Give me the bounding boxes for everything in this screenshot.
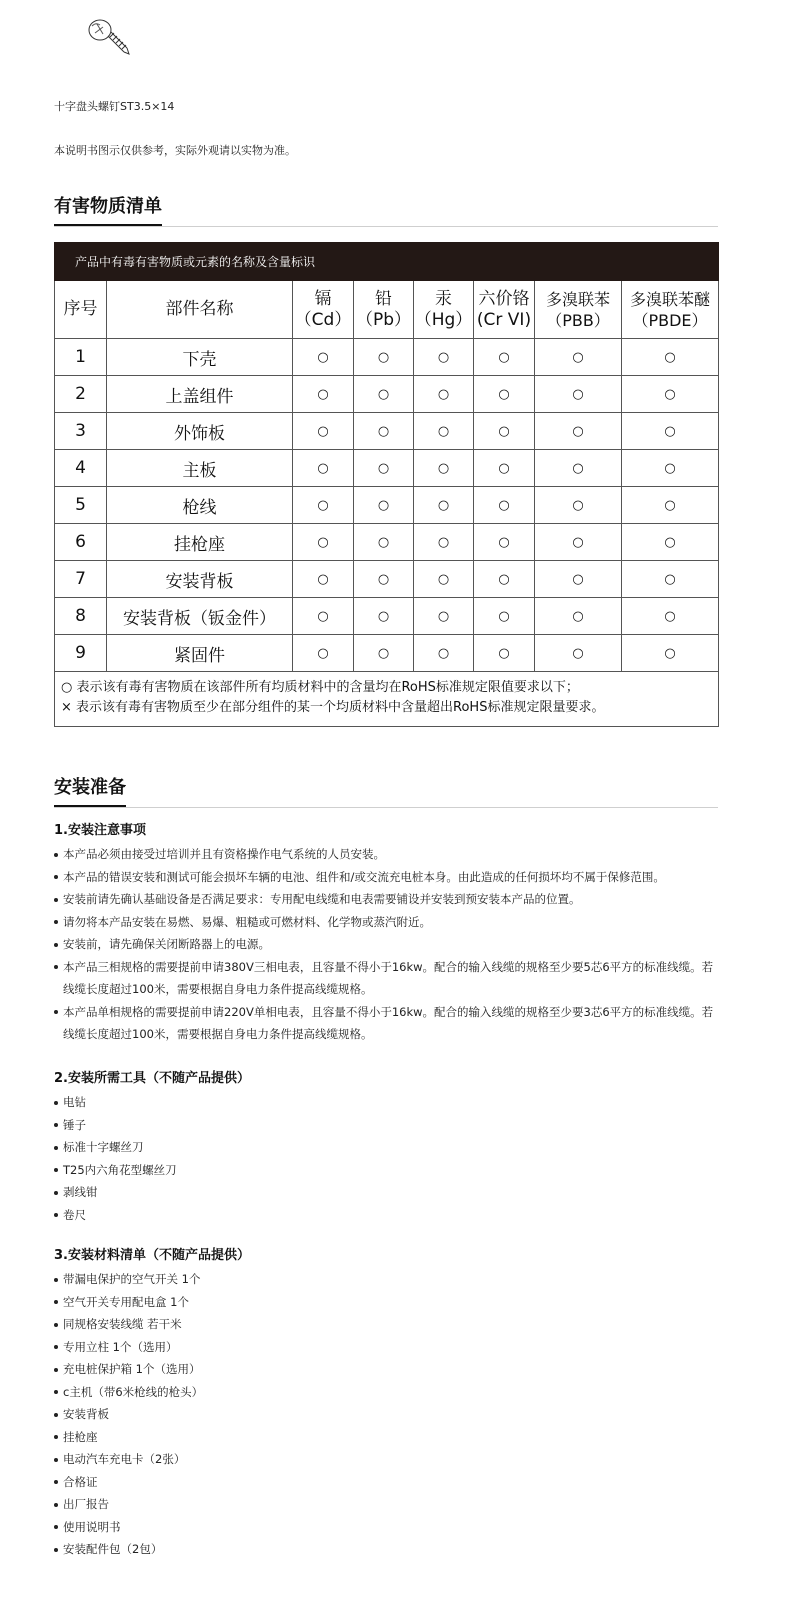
part-name: 安装背板（钣金件） (107, 598, 293, 635)
header-symbol: （Cd） (294, 309, 352, 330)
substance-mark: ○ (474, 450, 535, 487)
header-cell (535, 281, 622, 339)
notes-heading: 1.安装注意事项 (54, 823, 146, 838)
substance-mark: ○ (474, 376, 535, 413)
substance-mark: ○ (622, 635, 719, 672)
tool-item: 电钻 (54, 1091, 718, 1114)
hazard-table-footnotes (55, 672, 719, 727)
header-label: 多溴联苯醚 (630, 289, 711, 309)
note-item: 本产品单相规格的需要提前申请220V单相电表，且容量不得小于16kw。配合的输入线缆的规格至少要3芯6平方的标准线缆。若线缆长度超过100米，需要根据自身电力条件提高线缆规格。 (54, 1001, 718, 1046)
tools-heading: 2.安装所需工具（不随产品提供） (54, 1071, 250, 1086)
install-section-title (54, 773, 718, 808)
substance-mark: ○ (622, 598, 719, 635)
substance-mark: ○ (354, 524, 414, 561)
material-item: 同规格安装线缆 若干米 (54, 1313, 718, 1336)
header-label: 序号 (63, 299, 98, 319)
substance-mark: ○ (414, 635, 474, 672)
header-cell (414, 281, 474, 339)
substance-mark: ○ (414, 450, 474, 487)
substance-mark: ○ (293, 561, 354, 598)
substance-mark: ○ (354, 376, 414, 413)
part-name: 安装背板 (107, 561, 293, 598)
substance-mark: ○ (535, 635, 622, 672)
table-row (55, 561, 719, 598)
substance-mark: ○ (622, 524, 719, 561)
material-item: 带漏电保护的空气开关 1个 (54, 1268, 718, 1291)
note-item: 本产品必须由接受过培训并且有资格操作电气系统的人员安装。 (54, 843, 718, 866)
substance-mark: ○ (293, 376, 354, 413)
hazard-table (54, 242, 719, 727)
materials-heading: 3.安装材料清单（不随产品提供） (54, 1248, 250, 1263)
tool-item: 锤子 (54, 1114, 718, 1137)
substance-mark: ○ (414, 561, 474, 598)
header-label: 汞 (435, 288, 452, 309)
substance-mark: ○ (535, 598, 622, 635)
header-cell (622, 281, 719, 339)
substance-mark: ○ (474, 635, 535, 672)
substance-mark: ○ (414, 339, 474, 376)
material-item: c主机（带6米枪线的枪头） (54, 1381, 718, 1404)
part-name: 上盖组件 (107, 376, 293, 413)
substance-mark: ○ (354, 487, 414, 524)
header-cell (354, 281, 414, 339)
substance-mark: ○ (293, 487, 354, 524)
substance-mark: ○ (535, 376, 622, 413)
substance-mark: ○ (414, 524, 474, 561)
substance-mark: ○ (414, 413, 474, 450)
substance-mark: ○ (535, 413, 622, 450)
header-label: 铅 (375, 288, 392, 309)
substance-mark: ○ (354, 413, 414, 450)
row-number: 2 (55, 376, 107, 413)
substance-mark: ○ (622, 413, 719, 450)
header-symbol: (Cr VI) (476, 309, 532, 330)
substance-mark: ○ (474, 598, 535, 635)
substance-mark: ○ (354, 598, 414, 635)
substance-mark: ○ (474, 561, 535, 598)
substance-mark: ○ (354, 339, 414, 376)
substance-mark: ○ (414, 487, 474, 524)
substance-mark: ○ (474, 487, 535, 524)
hazard-table-header (55, 281, 719, 339)
part-name: 紧固件 (107, 635, 293, 672)
header-cell (55, 281, 107, 339)
install-section-title-text: 安装准备 (54, 773, 126, 807)
substance-mark: ○ (293, 635, 354, 672)
header-label: 部件名称 (165, 299, 234, 319)
note-item: 本产品三相规格的需要提前申请380V三相电表，且容量不得小于16kw。配合的输入线缆的规格至少要5芯6平方的标准线缆。若线缆长度超过100米，需要根据自身电力条件提高线缆规格。 (54, 956, 718, 1001)
tool-item: 标准十字螺丝刀 (54, 1136, 718, 1159)
substance-mark: ○ (622, 376, 719, 413)
substance-mark: ○ (474, 413, 535, 450)
notes-list (54, 843, 718, 1046)
hazard-section-title-text: 有害物质清单 (54, 192, 162, 226)
note-item: 本产品的错误安装和测试可能会损坏车辆的电池、组件和/或交流充电桩本身。由此造成的任何损坏均不属于保修范围。 (54, 866, 718, 889)
table-row (55, 413, 719, 450)
row-number: 3 (55, 413, 107, 450)
part-name: 挂枪座 (107, 524, 293, 561)
row-number: 1 (55, 339, 107, 376)
note-item: 请勿将本产品安装在易燃、易爆、粗糙或可燃材料、化学物或蒸汽附近。 (54, 911, 718, 934)
material-item: 合格证 (54, 1471, 718, 1494)
illustration-note: 本说明书图示仅供参考，实际外观请以实物为准。 (54, 144, 296, 157)
material-item: 专用立柱 1个（选用） (54, 1336, 718, 1359)
screw-icon (86, 16, 134, 66)
material-item: 出厂报告 (54, 1493, 718, 1516)
substance-mark: ○ (354, 635, 414, 672)
substance-mark: ○ (535, 450, 622, 487)
substance-mark: ○ (293, 598, 354, 635)
header-label: 六价铬 (478, 288, 530, 309)
table-row (55, 339, 719, 376)
footnote-conforming: ○ 表示该有毒有害物质在该部件所有均质材料中的含量均在RoHS标准规定限值要求以下； (61, 680, 579, 695)
header-symbol: （PBDE） (632, 310, 708, 330)
table-row (55, 524, 719, 561)
substance-mark: ○ (622, 450, 719, 487)
table-row (55, 635, 719, 672)
tool-item: 剥线钳 (54, 1181, 718, 1204)
substance-mark: ○ (474, 339, 535, 376)
substance-mark: ○ (535, 339, 622, 376)
header-symbol: （Hg） (414, 309, 473, 330)
row-number: 8 (55, 598, 107, 635)
table-row (55, 450, 719, 487)
substance-mark: ○ (474, 524, 535, 561)
header-symbol: （Pb） (355, 309, 412, 330)
header-symbol: （PBB） (546, 310, 610, 330)
tool-item: T25内六角花型螺丝刀 (54, 1159, 718, 1182)
part-name: 外饰板 (107, 413, 293, 450)
material-item: 空气开关专用配电盒 1个 (54, 1291, 718, 1314)
materials-list (54, 1268, 718, 1561)
substance-mark: ○ (354, 450, 414, 487)
part-name: 下壳 (107, 339, 293, 376)
tool-item: 卷尺 (54, 1204, 718, 1227)
footnote-exceeding: × 表示该有毒有害物质至少在部分组件的某一个均质材料中含量超出RoHS标准规定限量要求。 (61, 700, 605, 715)
material-item: 挂枪座 (54, 1426, 718, 1449)
tools-list (54, 1091, 718, 1226)
header-cell (474, 281, 535, 339)
substance-mark: ○ (535, 524, 622, 561)
table-row (55, 376, 719, 413)
screw-caption: 十字盘头螺钉ST3.5×14 (54, 100, 175, 113)
row-number: 7 (55, 561, 107, 598)
hazard-section-title (54, 192, 718, 227)
part-name: 枪线 (107, 487, 293, 524)
row-number: 5 (55, 487, 107, 524)
header-label: 多溴联苯 (545, 289, 610, 309)
header-label: 镉 (314, 288, 332, 309)
substance-mark: ○ (622, 339, 719, 376)
table-row (55, 598, 719, 635)
material-item: 安装配件包（2包） (54, 1538, 718, 1561)
substance-mark: ○ (414, 376, 474, 413)
hazard-table-caption-row (55, 243, 719, 281)
substance-mark: ○ (414, 598, 474, 635)
substance-mark: ○ (354, 561, 414, 598)
row-number: 9 (55, 635, 107, 672)
substance-mark: ○ (293, 339, 354, 376)
material-item: 安装背板 (54, 1403, 718, 1426)
header-cell (293, 281, 354, 339)
row-number: 6 (55, 524, 107, 561)
header-cell (107, 281, 293, 339)
part-name: 主板 (107, 450, 293, 487)
substance-mark: ○ (293, 450, 354, 487)
substance-mark: ○ (535, 487, 622, 524)
row-number: 4 (55, 450, 107, 487)
hazard-table-caption: 产品中有毒有害物质或元素的名称及含量标识 (55, 243, 719, 281)
note-item: 安装前请先确认基础设备是否满足要求：专用配电线缆和电表需要铺设并安装到预安装本产品的位置。 (54, 888, 718, 911)
substance-mark: ○ (535, 561, 622, 598)
substance-mark: ○ (622, 487, 719, 524)
material-item: 电动汽车充电卡（2张） (54, 1448, 718, 1471)
substance-mark: ○ (293, 413, 354, 450)
material-item: 使用说明书 (54, 1516, 718, 1539)
material-item: 充电桩保护箱 1个（选用） (54, 1358, 718, 1381)
table-row (55, 487, 719, 524)
substance-mark: ○ (622, 561, 719, 598)
hazard-table-body (55, 339, 719, 672)
note-item: 安装前，请先确保关闭断路器上的电源。 (54, 933, 718, 956)
substance-mark: ○ (293, 524, 354, 561)
